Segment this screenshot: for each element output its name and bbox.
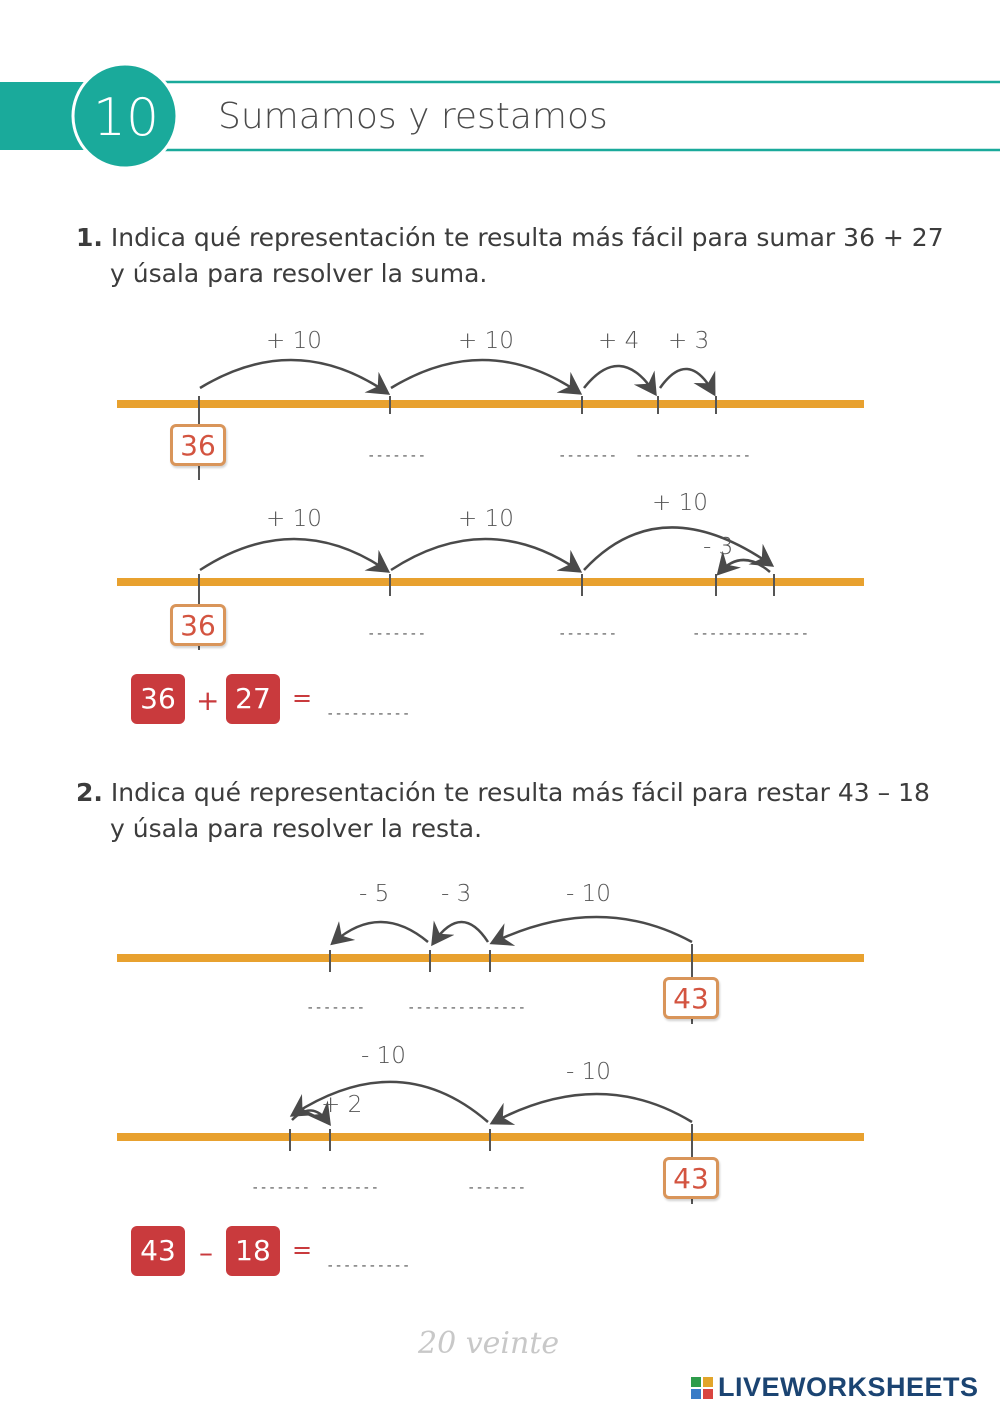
jump-arrow — [494, 917, 692, 942]
jump-arrow — [391, 539, 578, 570]
jump-arrow — [660, 369, 713, 392]
answer-blank[interactable]: ------- — [367, 448, 427, 464]
number-line-bar — [117, 578, 864, 586]
page-title: Sumamos y restamos — [218, 96, 608, 137]
answer-blank[interactable]: ------- — [251, 1180, 311, 1196]
start-number-box: 36 — [170, 424, 226, 466]
difference-answer-blank[interactable]: ---------- — [326, 1258, 411, 1274]
sum-answer-blank[interactable]: ---------- — [326, 706, 411, 722]
jump-label: + 3 — [668, 328, 710, 354]
answer-blank[interactable]: ------- — [750, 626, 810, 642]
jump-label: + 10 — [266, 506, 322, 532]
jump-label: + 2 — [321, 1092, 363, 1118]
jump-label: + 10 — [652, 490, 708, 516]
answer-blank[interactable]: ------- — [367, 626, 427, 642]
jump-arrow — [494, 1094, 692, 1122]
jump-label: - 10 — [566, 881, 611, 907]
page-number: 20 veinte — [418, 1326, 560, 1361]
jump-label: + 10 — [266, 328, 322, 354]
answer-blank[interactable]: ------- — [467, 1180, 527, 1196]
equals-sign: = — [292, 684, 313, 712]
question-2-text — [76, 775, 930, 811]
answer-blank[interactable]: ------- — [558, 448, 618, 464]
addend-tile: 27 — [226, 674, 280, 724]
question-2-line1: Indica qué representación te resulta más fácil para restar 43 – 18 — [110, 778, 930, 807]
addend-tile: 36 — [131, 674, 185, 724]
start-number-box: 36 — [170, 604, 226, 646]
question-1-text — [76, 220, 944, 256]
jump-label: - 10 — [566, 1059, 611, 1085]
answer-blank[interactable]: ------- — [558, 626, 618, 642]
answer-blank[interactable]: ------- — [306, 1000, 366, 1016]
jump-arrow — [584, 527, 770, 570]
jump-arrow — [200, 360, 386, 392]
start-number-box: 43 — [663, 1157, 719, 1199]
start-number-box: 43 — [663, 977, 719, 1019]
answer-blank[interactable]: ------- — [320, 1180, 380, 1196]
jump-label: - 10 — [361, 1043, 406, 1069]
question-2-number: 2. — [76, 778, 103, 807]
answer-blank[interactable]: ------- — [635, 448, 695, 464]
question-1-number: 1. — [76, 223, 103, 252]
jump-arrow — [391, 360, 578, 392]
unit-number: 10 — [92, 88, 160, 148]
liveworksheets-brand[interactable]: LIVEWORKSHEETS — [718, 1372, 979, 1402]
liveworksheets-logo-icon — [691, 1377, 713, 1399]
question-2-line2: y úsala para resolver la resta. — [110, 814, 483, 843]
jump-arrow — [434, 922, 488, 942]
jump-label: + 10 — [458, 506, 514, 532]
jump-arrow — [584, 366, 654, 392]
question-1-line2: y úsala para resolver la suma. — [110, 259, 488, 288]
subtrahend-tile: 18 — [226, 1226, 280, 1276]
plus-sign: + — [196, 684, 220, 717]
jump-label: - 3 — [703, 534, 734, 560]
number-line-bar — [117, 400, 864, 408]
answer-blank[interactable]: ------- — [467, 1000, 527, 1016]
question-1-line1: Indica qué representación te resulta más fácil para sumar 36 + 27 — [110, 223, 944, 252]
jump-arrow — [200, 539, 386, 570]
jump-arrow — [334, 922, 428, 942]
answer-blank[interactable]: ------- — [692, 448, 752, 464]
answer-blank[interactable]: ------- — [692, 626, 752, 642]
equals-sign: = — [292, 1236, 313, 1264]
minus-sign: – — [199, 1236, 213, 1269]
jump-label: - 5 — [359, 881, 390, 907]
jump-label: - 3 — [441, 881, 472, 907]
jump-label: + 10 — [458, 328, 514, 354]
answer-blank[interactable]: ------- — [407, 1000, 467, 1016]
jump-label: + 4 — [598, 328, 640, 354]
jump-arrow — [720, 560, 770, 572]
minuend-tile: 43 — [131, 1226, 185, 1276]
